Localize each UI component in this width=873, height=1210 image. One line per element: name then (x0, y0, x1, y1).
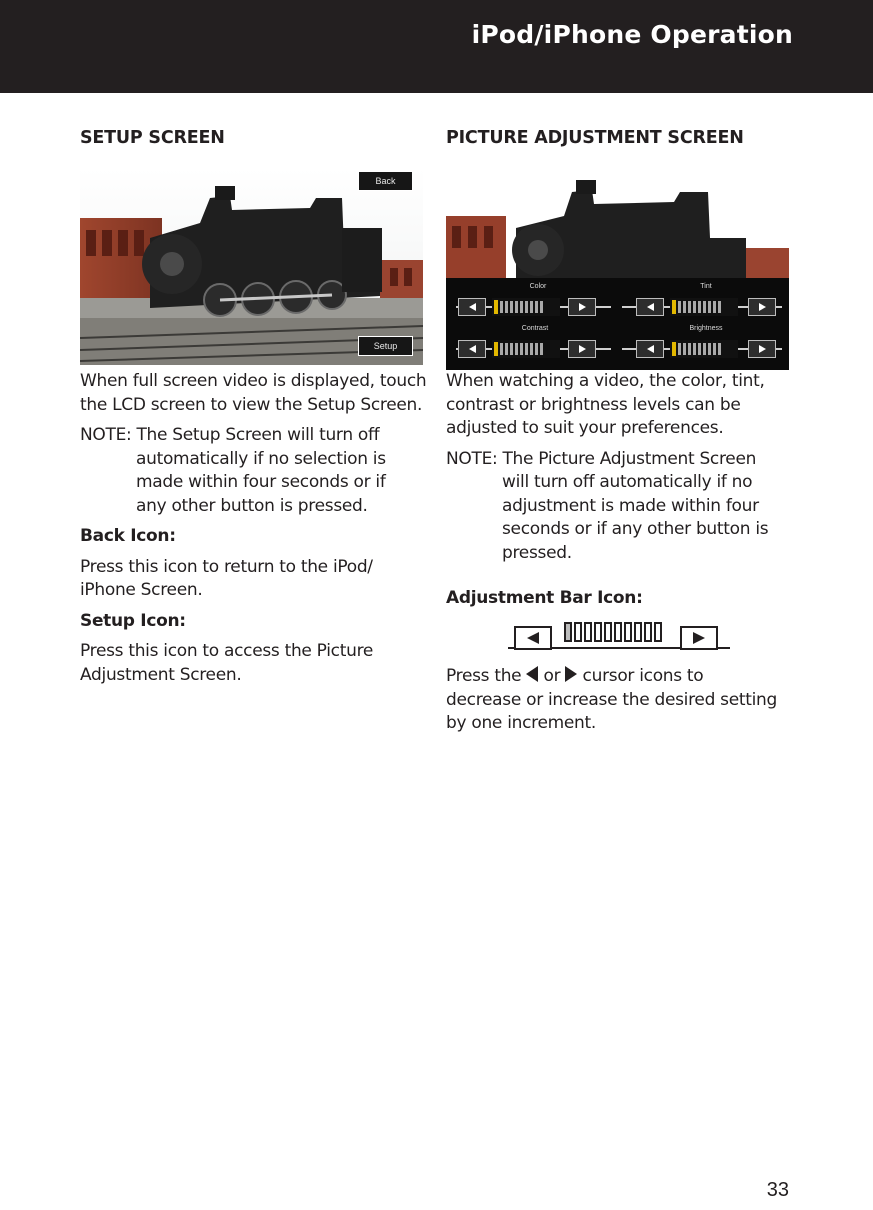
page-number: 33 (766, 1179, 789, 1201)
back-icon-text: Press this icon to return to the iPod/ (80, 556, 373, 577)
picture-note-first-line: The Picture Adjustment Screen (502, 448, 757, 469)
right-arrow-icon (579, 303, 586, 311)
picture-note-line: will turn off automatically if no (502, 472, 753, 492)
cursor-instructions-line (446, 665, 796, 689)
cursor-instructions (446, 665, 796, 736)
contrast-level-bar (492, 340, 560, 358)
brightness-label: Brightness (689, 325, 723, 332)
setup-note-label: NOTE: (80, 425, 132, 445)
brightness-level-bar (670, 340, 738, 358)
back-button-label: Back (375, 176, 396, 186)
picture-adjustment-text (446, 370, 796, 565)
contrast-increase-button[interactable] (568, 340, 596, 358)
left-arrow-icon (469, 345, 476, 353)
contrast-adjust-bar (456, 336, 611, 362)
press-text-before: Press the (446, 666, 527, 686)
color-decrease-button[interactable] (458, 298, 486, 316)
picture-paragraph-line: adjusted to suit your preferences. (446, 418, 724, 438)
right-arrow-icon (759, 345, 766, 353)
setup-note-line: automatically if no selection is (136, 448, 386, 469)
color-level-bar (492, 298, 560, 316)
adjustment-panel (446, 280, 789, 370)
picture-note-line: adjustment is made within four (502, 495, 759, 516)
brightness-increase-button[interactable] (748, 340, 776, 358)
tint-adjust-bar (622, 294, 782, 320)
level-ticks (564, 622, 672, 642)
picture-paragraph-line: contrast or brightness levels can be (446, 394, 741, 415)
increase-cursor-button (680, 626, 718, 650)
picture-note-label: NOTE: (446, 448, 498, 469)
setup-screen-photo (80, 168, 423, 365)
picture-note-line: seconds or if any other button is (502, 519, 769, 539)
back-icon-heading: Back Icon: (80, 526, 176, 546)
cursor-instructions-line: by one increment. (446, 713, 596, 733)
press-text-or: or (538, 666, 566, 686)
decrease-cursor-button (514, 626, 552, 650)
adjustment-bar-illustration (508, 620, 730, 652)
press-text-after: cursor icons to (577, 666, 704, 686)
contrast-label: Contrast (521, 325, 549, 332)
setup-screen-heading: SETUP SCREEN (80, 128, 225, 148)
right-arrow-icon (759, 303, 766, 311)
tint-label: Tint (700, 283, 712, 290)
setup-icon-text: Press this icon to access the Picture (80, 641, 374, 661)
right-arrow-icon (579, 345, 586, 353)
cursor-instructions-line: decrease or increase the desired setting (446, 689, 777, 710)
contrast-decrease-button[interactable] (458, 340, 486, 358)
back-icon-text: iPhone Screen. (80, 580, 203, 600)
setup-screen-paragraph: When full screen video is displayed, touch the LCD screen to view the Setup Screen. (80, 371, 427, 415)
setup-screen-text (80, 370, 430, 687)
brightness-adjust-bar (622, 336, 782, 362)
setup-button[interactable] (358, 336, 413, 356)
setup-button-label: Setup (373, 341, 398, 351)
setup-note (80, 424, 430, 448)
tint-level-bar (670, 298, 738, 316)
setup-note-first-line: The Setup Screen will turn off (136, 425, 380, 445)
left-arrow-icon (647, 303, 654, 311)
header-band (0, 0, 873, 93)
adjustment-bar-heading: Adjustment Bar Icon: (446, 588, 643, 608)
picture-adjustment-heading: PICTURE ADJUSTMENT SCREEN (446, 128, 744, 148)
right-arrow-icon (693, 632, 705, 644)
picture-adjustment-photo (446, 168, 789, 370)
left-arrow-icon (469, 303, 476, 311)
left-arrow-icon (527, 632, 539, 644)
right-triangle-icon (565, 666, 577, 682)
left-arrow-icon (647, 345, 654, 353)
tint-increase-button[interactable] (748, 298, 776, 316)
color-adjust-bar (456, 294, 611, 320)
picture-paragraph-line: When watching a video, the color, tint, (446, 371, 765, 391)
left-triangle-icon (526, 666, 538, 682)
color-label: Color (529, 283, 547, 290)
brightness-decrease-button[interactable] (636, 340, 664, 358)
picture-note-line: pressed. (502, 542, 572, 563)
setup-note-line: made within four seconds or if (136, 472, 386, 492)
setup-note-line: any other button is pressed. (136, 495, 368, 516)
tint-decrease-button[interactable] (636, 298, 664, 316)
setup-icon-text: Adjustment Screen. (80, 664, 242, 685)
page-header-title: iPod/iPhone Operation (471, 20, 793, 49)
setup-icon-heading: Setup Icon: (80, 610, 186, 631)
picture-note (446, 448, 796, 472)
back-button[interactable] (358, 171, 413, 191)
color-increase-button[interactable] (568, 298, 596, 316)
